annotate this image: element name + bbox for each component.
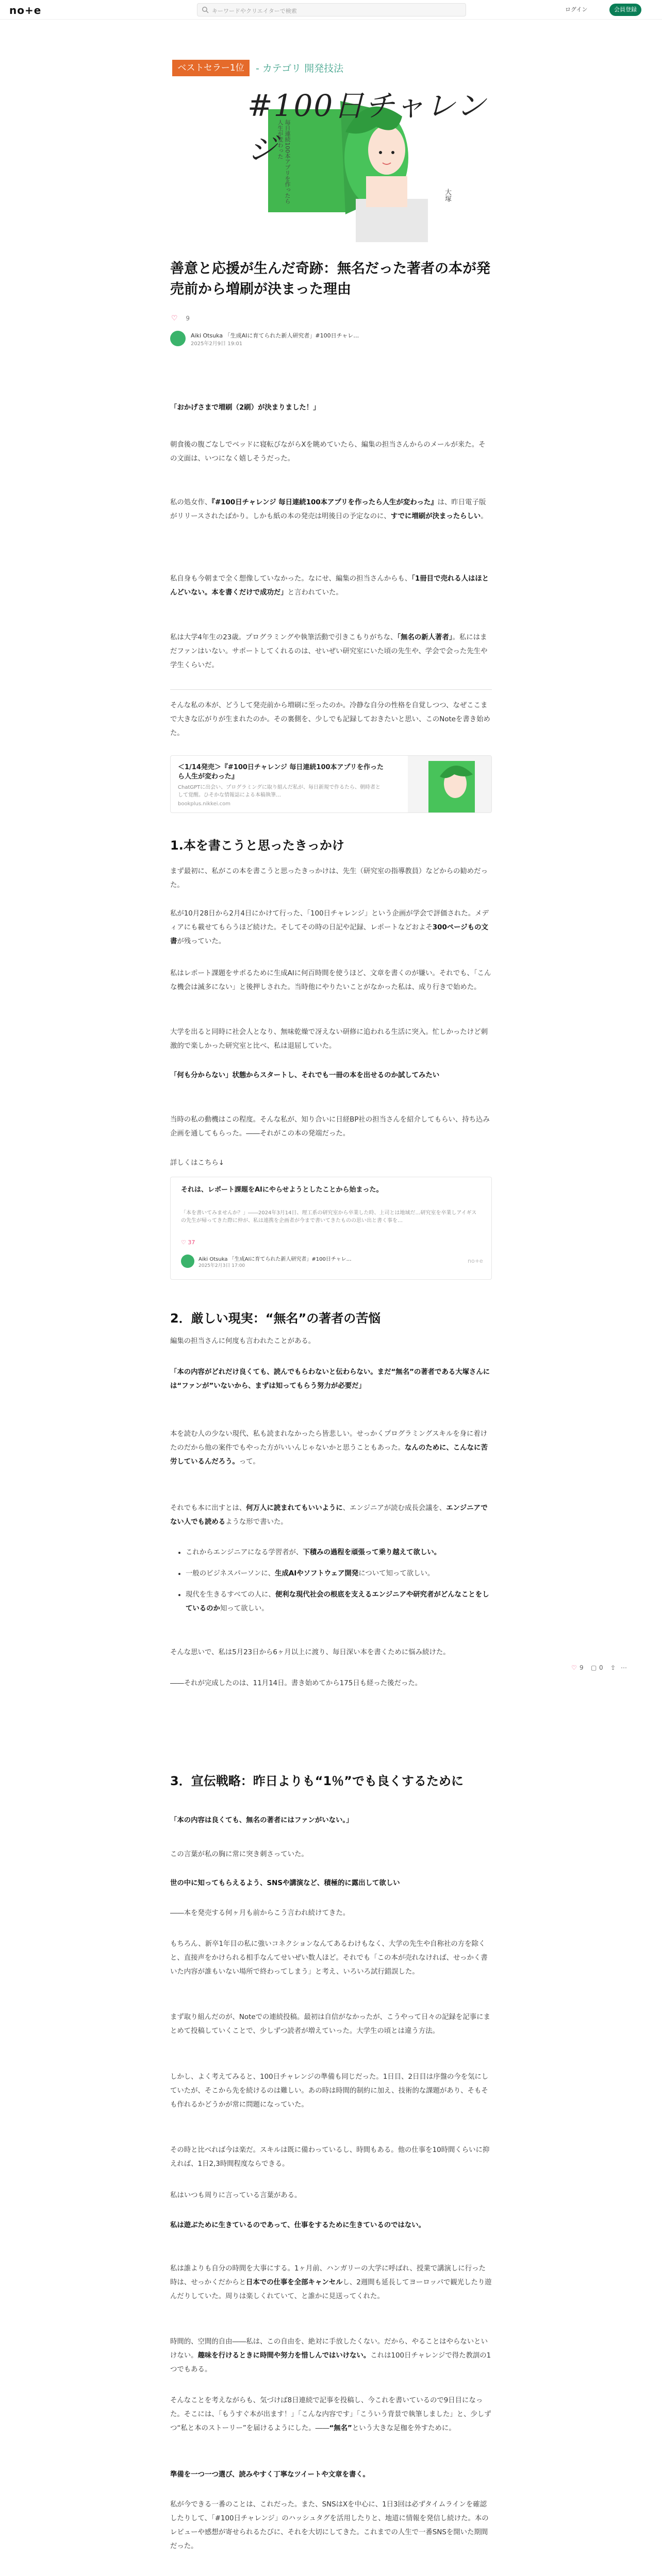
divider [170, 689, 492, 690]
intro-lead-text: 「おかげさまで増刷（2刷）が決まりました！」 [170, 404, 320, 412]
article-title: 善意と応援が生んだ奇跡：無名だった著者の本が発売前から増刷が決まった理由 [170, 261, 490, 297]
intro-lead [170, 401, 492, 415]
s3-paragraph-2: ――本を発売する何ヶ月も前からこう言われ続けてきた。 [170, 1909, 350, 1917]
bestseller-badge: ベストセラー1位 [172, 60, 250, 76]
float-comment-count: 0 [599, 1664, 603, 1671]
s1-p2-part: が残っていた。 [177, 938, 226, 945]
s2-p2-part: って。 [239, 1458, 260, 1466]
bullet-text: 知って欲しい。 [220, 1605, 269, 1613]
list-item [186, 1546, 490, 1560]
s1-paragraph-3: 私はレポート課題をサポるために生成AIに何百時間を使うほど、文章を書くのが嫌い。それでも、「こんな機会は滅多にない」と後押しされた。当時他にやりたいことがなかった私は、成り行きで始めた。 [170, 970, 491, 991]
s3-p10-part: という大きな足枷を外すために。 [352, 2425, 456, 2432]
s2-paragraph-3 [170, 1501, 492, 1529]
s3-emphasis-2: 私は遊ぶために生きているのであって、仕事をするために生きているのではない。 [170, 2222, 426, 2229]
like-row [171, 314, 190, 323]
link-card-nikkei[interactable] [170, 755, 492, 813]
intro-p2-part: は、昨日電子版がリリースされたばかり。しかも紙の本の発売は明後日の予定なのに、 [170, 499, 486, 520]
note-card-like-count: 37 [188, 1239, 195, 1246]
intro-p3-part: 私自身も今朝まで全く想像していなかった。なにせ、編集の担当さんからも、 [170, 575, 412, 583]
bullet-text: 現代を生きるすべての人に、 [186, 1591, 275, 1599]
s1-paragraph-4: 大学を出ると同時に社会人となり、無味乾燥で冴えない研修に追われる生活に突入。忙しかったけど刺激的で楽しかった研究室と比べ、私は退屈していた。 [170, 1028, 488, 1050]
section-heading-2: 2．厳しい現実：“無名”の著者の苦悩 [170, 1311, 381, 1326]
floating-action-bar [571, 1664, 628, 1676]
list-item [186, 1567, 490, 1581]
s2-p3-emphasis: エンジニアでない人でも読める [170, 1504, 488, 1526]
author-info[interactable] [170, 331, 479, 347]
cover-subtitle: 毎日連続100本アプリを作ったら人生が変わった [277, 120, 291, 204]
search-placeholder: キーワードやクリエイターで検索 [212, 8, 297, 14]
s2-p3-part: 、エンジニアが読む成長会議を、 [342, 1504, 446, 1512]
section-heading-3: 3．宣伝戦略：昨日よりも“1％”でも良くするために [170, 1774, 464, 1788]
s1-paragraph-5: 当時の私の動機はこの程度。そんな私が、知り合いに日経BP社の担当さんを紹介してもらい、持ち込み企画を通してもらった。――それがこの本の発端だった。 [170, 1116, 490, 1138]
heart-icon[interactable]: ♡ [171, 314, 178, 323]
intro-p3-part: と言われていた。 [287, 589, 343, 597]
float-like-count: 9 [580, 1664, 584, 1671]
s3-paragraph-6: その時と比べれば今は楽だ。スキルは既に備わっているし、時間もある。他の仕事を10時間くらいに抑えれば、1日2,3時間程度ならできる。 [170, 2146, 490, 2168]
book-title-mention: 『#100日チャレンジ 毎日連続100本アプリを作ったら人生が変わった』 [211, 499, 438, 506]
bullet-text: について知って欲しい。 [358, 1570, 435, 1578]
s3-p10-part: そんなことを考えながらも、気づけば8日連続で記事を投稿し、今これを書いているので9日目になった。そこには、「もうすぐ本が出ます！」「こんな内容です」「こういう背景で執筆しました」と、少しずつ“私と本のストーリー”を届けるようにした。―― [170, 2397, 491, 2432]
note-article-card[interactable] [170, 1177, 492, 1280]
cover-big-title: #100日チャレンジ [247, 88, 487, 166]
s3-paragraph-10 [170, 2394, 492, 2435]
like-count: 9 [186, 315, 190, 322]
intro-p4-part: 私は大学4年生の23歳。プログラミングや執筆活動で引きこもりがちな、 [170, 634, 398, 641]
article-cover-image [170, 60, 491, 242]
login-link[interactable]: ログイン [565, 6, 588, 13]
s2-paragraph-2 [170, 1427, 492, 1469]
note-card-description: 「本を書いてみませんか？」――2024年3月14日、理工系の研究室から卒業した時、上司とは地域だ…研究室を卒業しアイギスの先生が帰ってきた際に仲が、私は連携を企画者が今まで書いてきたものの思い出と書く事を… [181, 1210, 477, 1224]
intro-paragraph-2 [170, 496, 492, 523]
s1-more-link-text: 詳しくはこちら↓ [170, 1159, 224, 1167]
intro-p2-part: 私の処女作、 [170, 499, 212, 506]
s1-paragraph-1: まず最初に、私がこの本を書こうと思ったきっかけは、先生（研究室の指導教員）などからの勧めだった。 [170, 868, 488, 889]
link-card-description: ChatGPTに出会い、プログラミングに取り組んだ私が、毎日新規で作るたら、朝時者として覚醒。ひそかな情報誌による本稿執筆… [178, 785, 381, 798]
note-logo[interactable]: no+e [9, 4, 42, 16]
avatar[interactable] [170, 331, 186, 346]
note-card-likes [181, 1239, 195, 1246]
s2-paragraph-4: そんな思いで、私は5月23日から6ヶ月以上に渡り、毎日深い本を書くために悩み続けた。 [170, 1649, 450, 1656]
link-card-title: ＜1/14発売＞『#100日チャレンジ 毎日連続100本アプリを作ったら人生が変わった』 [178, 764, 384, 781]
search-box[interactable] [197, 3, 466, 16]
s3-paragraph-9 [170, 2335, 492, 2377]
link-card-url: bookplus.nikkei.com [178, 801, 231, 807]
more-icon[interactable]: ⋯ [621, 1664, 627, 1671]
intro-paragraph-5: そんな私の本が、どうして発売前から増刷に至ったのか。冷静な自分の性格を自覚しつつ、なぜここまで大きな広がりが生まれたのか。その裏側を、少しでも記録しておきたいと思い、このNoteを書き始めた。 [170, 702, 490, 737]
search-icon [202, 6, 209, 13]
s1-p2-emphasis: 300ページもの文書 [170, 924, 488, 945]
s2-p3-emphasis: 何万人に読まれてもいいように [246, 1504, 343, 1512]
list-item [186, 1588, 490, 1616]
s2-p3-part: ような形で書いた。 [225, 1518, 288, 1526]
s3-paragraph-8 [170, 2262, 492, 2303]
signup-button[interactable]: 会員登録 [609, 4, 641, 16]
intro-p4-part: 。私にはまだファンはいない。サポートしてくれるのは、せいぜい研究室にいた頃の先生や、学会で会った先生や学生くらいだ。 [170, 634, 488, 669]
s3-emphasis-3: 準備を一つ一つ選び、読みやすく丁寧なツイートや文章を書く。 [170, 2471, 370, 2479]
s2-p3-part: それでも本に出すとは、 [170, 1504, 246, 1512]
note-card-date: 2025年2月3日 17:00 [198, 1263, 245, 1268]
share-icon[interactable]: ⇪ [610, 1664, 616, 1671]
s3-paragraph-5: しかし、よく考えてみると、100日チャレンジの準備も同じだった。1日目、2日目は序盤の今を気にしていたが、そこから先を続けるのは難しい。あの時は時間的制約に加え、技術的な課題があり、そもそも作れるかどうかが常に問題になっていた。 [170, 2073, 489, 2109]
s3-p9-emphasis: 趣味を行けるときに時間や努力を惜しんではいけない。 [197, 2352, 371, 2360]
s2-quote: 「本の内容がどれだけ良くても、読んでもらわないと伝わらない。まだ“無名”の著者である大塚さんには“ファンが”いないから、まずは知ってもらう努力が必要だ」 [170, 1368, 490, 1390]
author-name[interactable]: Aiki Otsuka 「生成AIに育てられた新人研究者」#100日チャレ… [191, 332, 359, 339]
heart-icon[interactable]: ♡ [571, 1664, 577, 1671]
top-nav-bar [0, 0, 662, 20]
intro-paragraph-1: 朝食後の腹ごなしでベッドに寝転びながらXを眺めていたら、編集の担当さんからのメールが来た。その文面は、いつになく嬉しそうだった。 [170, 441, 486, 463]
intro-paragraph-4 [170, 631, 492, 672]
s2-p2-part: 本を読む人の少ない現代、私も読まれなかったら皆悲しい。せっかくプログラミングスキルを身に着けたのだから他の案件でもやった方がいいんじゃないかと思うこともあった。 [170, 1430, 488, 1452]
s3-p8-emphasis: 日本での仕事を全部キャンセル [246, 2279, 343, 2286]
s3-p9-part: 時間的、空間的自由――私は、この自由を、絶対に手放したくない。だから、やることはやらないといけない。 [170, 2338, 488, 2360]
s1-p2-part: 私が10月28日から2月4日にかけて行った、「100日チャレンジ」という企画が学会で評価された。メディアにも載せてもらうほど続けた。そしてその時の日記や記録、レポートなどおよそ [170, 910, 489, 931]
s3-paragraph-7: 私はいつも周りに言っている言葉がある。 [170, 2192, 302, 2199]
s3-paragraph-1: この言葉が私の胸に常に突き刺さっていた。 [170, 1851, 308, 1858]
intro-p2-part: 。 [481, 513, 488, 520]
post-date: 2025年2月9日 19:01 [191, 341, 243, 347]
note-card-logo: no+e [468, 1258, 483, 1264]
s3-p8-part: し、2週間も延長してヨーロッパで観光したり遊んだりしていた。周りは楽しくれていて、と誰かに見送ってくれた。 [170, 2279, 492, 2300]
s1-emphasis-line: 「何も分からない」状態からスタートし、それでも一冊の本を出せるのか試してみたい [170, 1072, 440, 1079]
s3-quote: 「本の内容は良くても、無名の著者にはファンがいない。」 [170, 1817, 353, 1824]
heart-icon: ♡ [181, 1239, 188, 1246]
bullet-emphasis: 生成AIやソフトウェア開発 [275, 1570, 359, 1578]
intro-paragraph-3 [170, 572, 492, 600]
section-heading-1: 1.本を書こうと思ったきっかけ [170, 838, 344, 853]
s3-paragraph-4: まず取り組んだのが、Noteでの連続投稿。最初は自信がなかったが、こうやって日々の記録を記事にまとめて投稿していくことで、少しずつ読者が増えていった。大学生の頃とは違う方法。 [170, 2013, 490, 2035]
s2-paragraph-1: 編集の担当さんに何度も言われたことがある。 [170, 1337, 316, 1345]
s3-p10-emphasis: “無名” [329, 2425, 352, 2432]
intro-p4-emphasis: 「無名の新人著者」 [397, 634, 453, 641]
link-card-thumbnail [408, 756, 492, 813]
note-card-title: それは、レポート課題をAIにやらせようとしたことから始まった。 [181, 1186, 383, 1194]
s3-p8-part: 私は誰よりも自分の時間を大事にする。1ヶ月前、ハンガリーの大学に呼ばれ、授業で講演しに行った時は、せっかくだからと [170, 2265, 486, 2286]
intro-p3-emphasis: 「1冊目で売れる人はほとんどいない。本を書くだけで成功だ」 [170, 575, 489, 597]
bullet-emphasis: 下積みの過程を頑張って乗り越えて欲しい。 [303, 1549, 441, 1556]
comment-icon[interactable]: ▢ [591, 1664, 597, 1671]
s2-p2-emphasis: なんのために、こんなに苦労しているんだろう。 [170, 1444, 488, 1466]
bullet-emphasis: 便利な現代社会の根底を支えるエンジニアや研究者がどんなことをしているのか [186, 1591, 489, 1613]
s3-emphasis-1: 世の中に知ってもらえるよう、SNSや講演など、積極的に露出して欲しい [170, 1879, 400, 1887]
s3-paragraph-3: もちろん、新卒1年目の私に強いコネクションなんてあるわけもなく、大学の先生や自称社の方を除くと、直接声をかけられる相手なんてせいぜい数人ほど。それでも「この本が売れなければ、せっかく書いた内容が誰もいない場所で終わってしまう」と考え、いろいろ試行錯誤した。 [170, 1940, 488, 1976]
s1-paragraph-2 [170, 907, 492, 948]
note-card-author: Aiki Otsuka 「生成AIに育てられた新人研究者」#100日チャレ… [198, 1257, 352, 1262]
cover-category: - カテゴリ 開発技法 [256, 63, 344, 74]
intro-p2-emphasis: すでに増刷が決まったらしい [390, 513, 481, 520]
s3-paragraph-11: 私が今できる一番のことは、これだった。また、SNSはXを中心に、1日3回は必ずタイムラインを確認したりして、「#100日チャレンジ」のハッシュタグを活用したりと、地道に情報を発信し続けた。本のレビューや感想が寄せられるたびに、それを大切にしてきた。これまでの人生で一番SNSを開いた期間だった。 [170, 2501, 489, 2550]
s3-p9-part: これは100日チャレンジで得た教訓の1つでもある。 [170, 2352, 491, 2374]
bullet-text: これからエンジニアになる学習者が、 [186, 1549, 303, 1556]
cover-author: 大塚 [443, 189, 451, 202]
s2-paragraph-5: ――それが完成したのは、11月14日。書き始めてから175日も経った後だった。 [170, 1680, 422, 1687]
avatar [181, 1255, 194, 1268]
s2-bullet-list [186, 1546, 490, 1623]
bullet-text: 一般のビジネスパーソンに、 [186, 1570, 275, 1578]
